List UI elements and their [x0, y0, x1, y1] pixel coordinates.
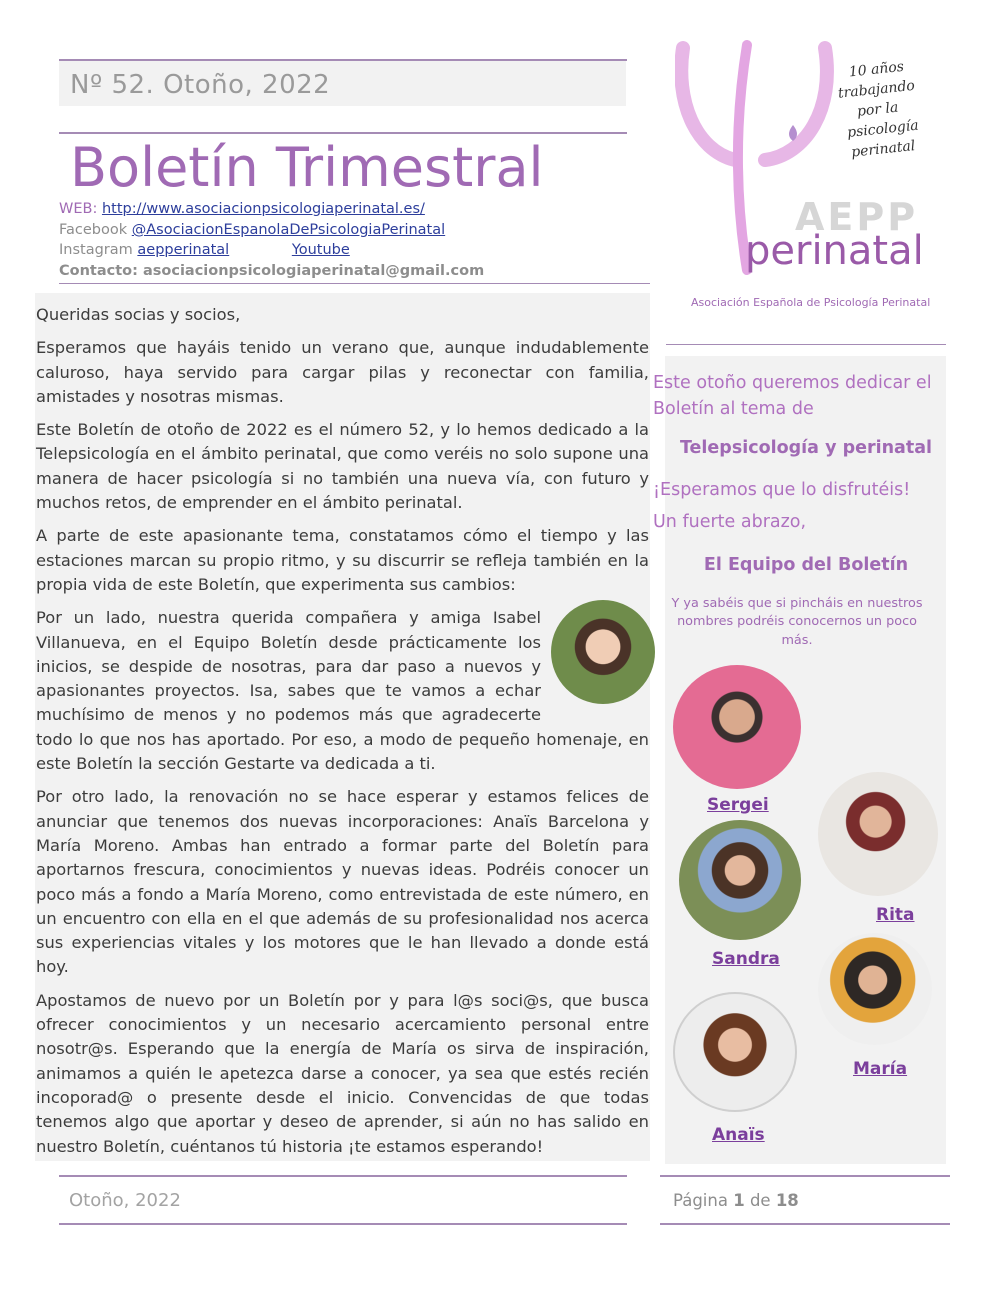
page-number — [673, 1191, 799, 1210]
paragraph: A parte de este apasionante tema, constatamos cómo el tiempo y las estaciones marcan su propio ritmo, y su discurrir se refleja también en la propia vida de este Boletín, que experimenta sus cambios: — [36, 526, 649, 594]
web-link[interactable]: http://www.asociacionpsicologiaperinatal.es/ — [101, 201, 425, 217]
contact-line: Contacto: asociacionpsicologiaperinatal@gmail.com — [59, 263, 485, 279]
sidebar-hug: Un fuerte abrazo, — [653, 512, 807, 532]
facebook-label: Facebook — [59, 222, 128, 238]
logo-word: perinatal — [745, 228, 924, 274]
paragraph: Este Boletín de otoño de 2022 es el número 52, y lo hemos dedicado a la Telepsicología en el ámbito perinatal, que como veréis no solo supone una manera de hacer psicología si no también una nueva vía, con futuro y muchos retos, de emprender en el ámbito perinatal. — [36, 420, 649, 513]
instagram-line — [59, 242, 350, 258]
web-label: WEB: — [59, 201, 98, 217]
youtube-link[interactable]: Youtube — [291, 242, 350, 258]
paragraph-isabel — [36, 606, 649, 776]
page-current: 1 — [733, 1191, 745, 1210]
instagram-link[interactable]: aepperinatal — [137, 242, 230, 258]
instagram-label: Instagram — [59, 242, 133, 258]
sergei-photo[interactable] — [673, 665, 801, 789]
web-line — [59, 201, 425, 217]
sidebar-note: Y ya sabéis que si pinchái​s en nuestros nombres podréis conocernos un poco más. — [671, 596, 923, 648]
header-bottom-rule — [59, 283, 650, 284]
maria-photo[interactable] — [818, 933, 932, 1045]
logo-tagline: 10 años trabajando por la psicología perinatal — [837, 58, 920, 161]
page-word: Página — [673, 1191, 728, 1210]
title-rule — [59, 132, 627, 134]
sergei-link[interactable]: Sergei — [707, 795, 769, 815]
sandra-photo[interactable] — [679, 820, 801, 940]
greeting: Queridas socias y socios, — [36, 305, 241, 324]
facebook-line — [59, 222, 445, 238]
footer-season: Otoño, 2022 — [69, 1190, 181, 1211]
sidebar-intro: Este otoño queremos dedicar el Boletín al tema de — [653, 373, 932, 419]
footer-right-bottom-rule — [660, 1223, 950, 1225]
of-word: de — [749, 1191, 771, 1210]
rita-photo[interactable] — [818, 772, 938, 896]
sidebar-team: El Equipo del Boletín — [703, 555, 909, 575]
facebook-link[interactable]: @AsociacionEspanolaDePsicologiaPerinatal — [131, 222, 446, 238]
paragraph: Por otro lado, la renovación no se hace esperar y estamos felices de anunciar que tenemos dos nuevas incorporaciones: Anaïs Barcelona y María Moreno. Ambas han entrado a formar parte del Boletín para aportarnos frescura, conocimientos y nuevas ideas. Podréis conocer un poco más a fondo a María Moreno, como entrevistada de este número, en un encuentro con ella en el que además de su profesionalidad nos acerca sus experiencias vitales y los motores que le han llevado a donde está hoy. — [36, 787, 649, 977]
rita-link[interactable]: Rita — [876, 905, 915, 925]
sidebar-enjoy: ¡Esperamos que lo disfrutéis! — [653, 480, 911, 500]
anais-photo[interactable] — [673, 992, 797, 1112]
logo-full-name: Asociación Española de Psicología Perinatal — [691, 296, 931, 309]
page-title: Boletín Trimestral — [70, 136, 544, 199]
isabel-photo — [551, 600, 655, 704]
letter-body — [36, 303, 649, 1168]
aepp-logo — [675, 40, 945, 320]
logo-acronym: AEPP — [795, 195, 919, 239]
paragraph: Apostamos de nuevo por un Boletín por y para l@s soci@s, que busca ofrecer conocimientos y un necesario acercamiento personal entre nosotr@s. Esperando que la energía de María os sirva de inspiración, animamos a quién le apetezca darse a conocer, ya sea que estés recién incoporad@ o presente desde el inicio. Convencidas de que todas tenemos algo que aportar y deseo de aprender, si aún no has salido en nuestro Boletín, cuéntanos tú historia ¡te estamos esperando! — [36, 990, 649, 1156]
page-total: 18 — [775, 1191, 799, 1210]
maria-link[interactable]: María — [853, 1059, 908, 1079]
sidebar-top-rule — [666, 344, 946, 345]
footer-left-bottom-rule — [59, 1223, 627, 1225]
sidebar-topic: Telepsicología y perinatal — [679, 438, 933, 458]
issue-number: Nº 52. Otoño, 2022 — [70, 70, 331, 100]
paragraph-text: Por un lado, nuestra querida compañera y amiga Isabel Villanueva, en el Equipo Boletín desde prácticamente los inicios, se despide de nosotras, para dar paso a nuevos y apasionantes proyectos. Isa, sabes que te vamos a echar muchísimo de menos y no podemos más que agradecerte todo lo que nos has aportado. Por eso, a modo de pequeño homenaje, en este Boletín la sección Gestarte va dedicada a ti. — [36, 608, 649, 774]
anais-link[interactable]: Anaïs — [712, 1125, 765, 1145]
paragraph: Esperamos que hayáis tenido un verano que, aunque indudablemente caluroso, haya servido para cargar pilas y reconectar con familia, amistades y nosotras mismas. — [36, 338, 649, 406]
sandra-link[interactable]: Sandra — [712, 949, 780, 969]
footer-right-top-rule — [660, 1175, 950, 1177]
footer-left-top-rule — [59, 1175, 627, 1177]
